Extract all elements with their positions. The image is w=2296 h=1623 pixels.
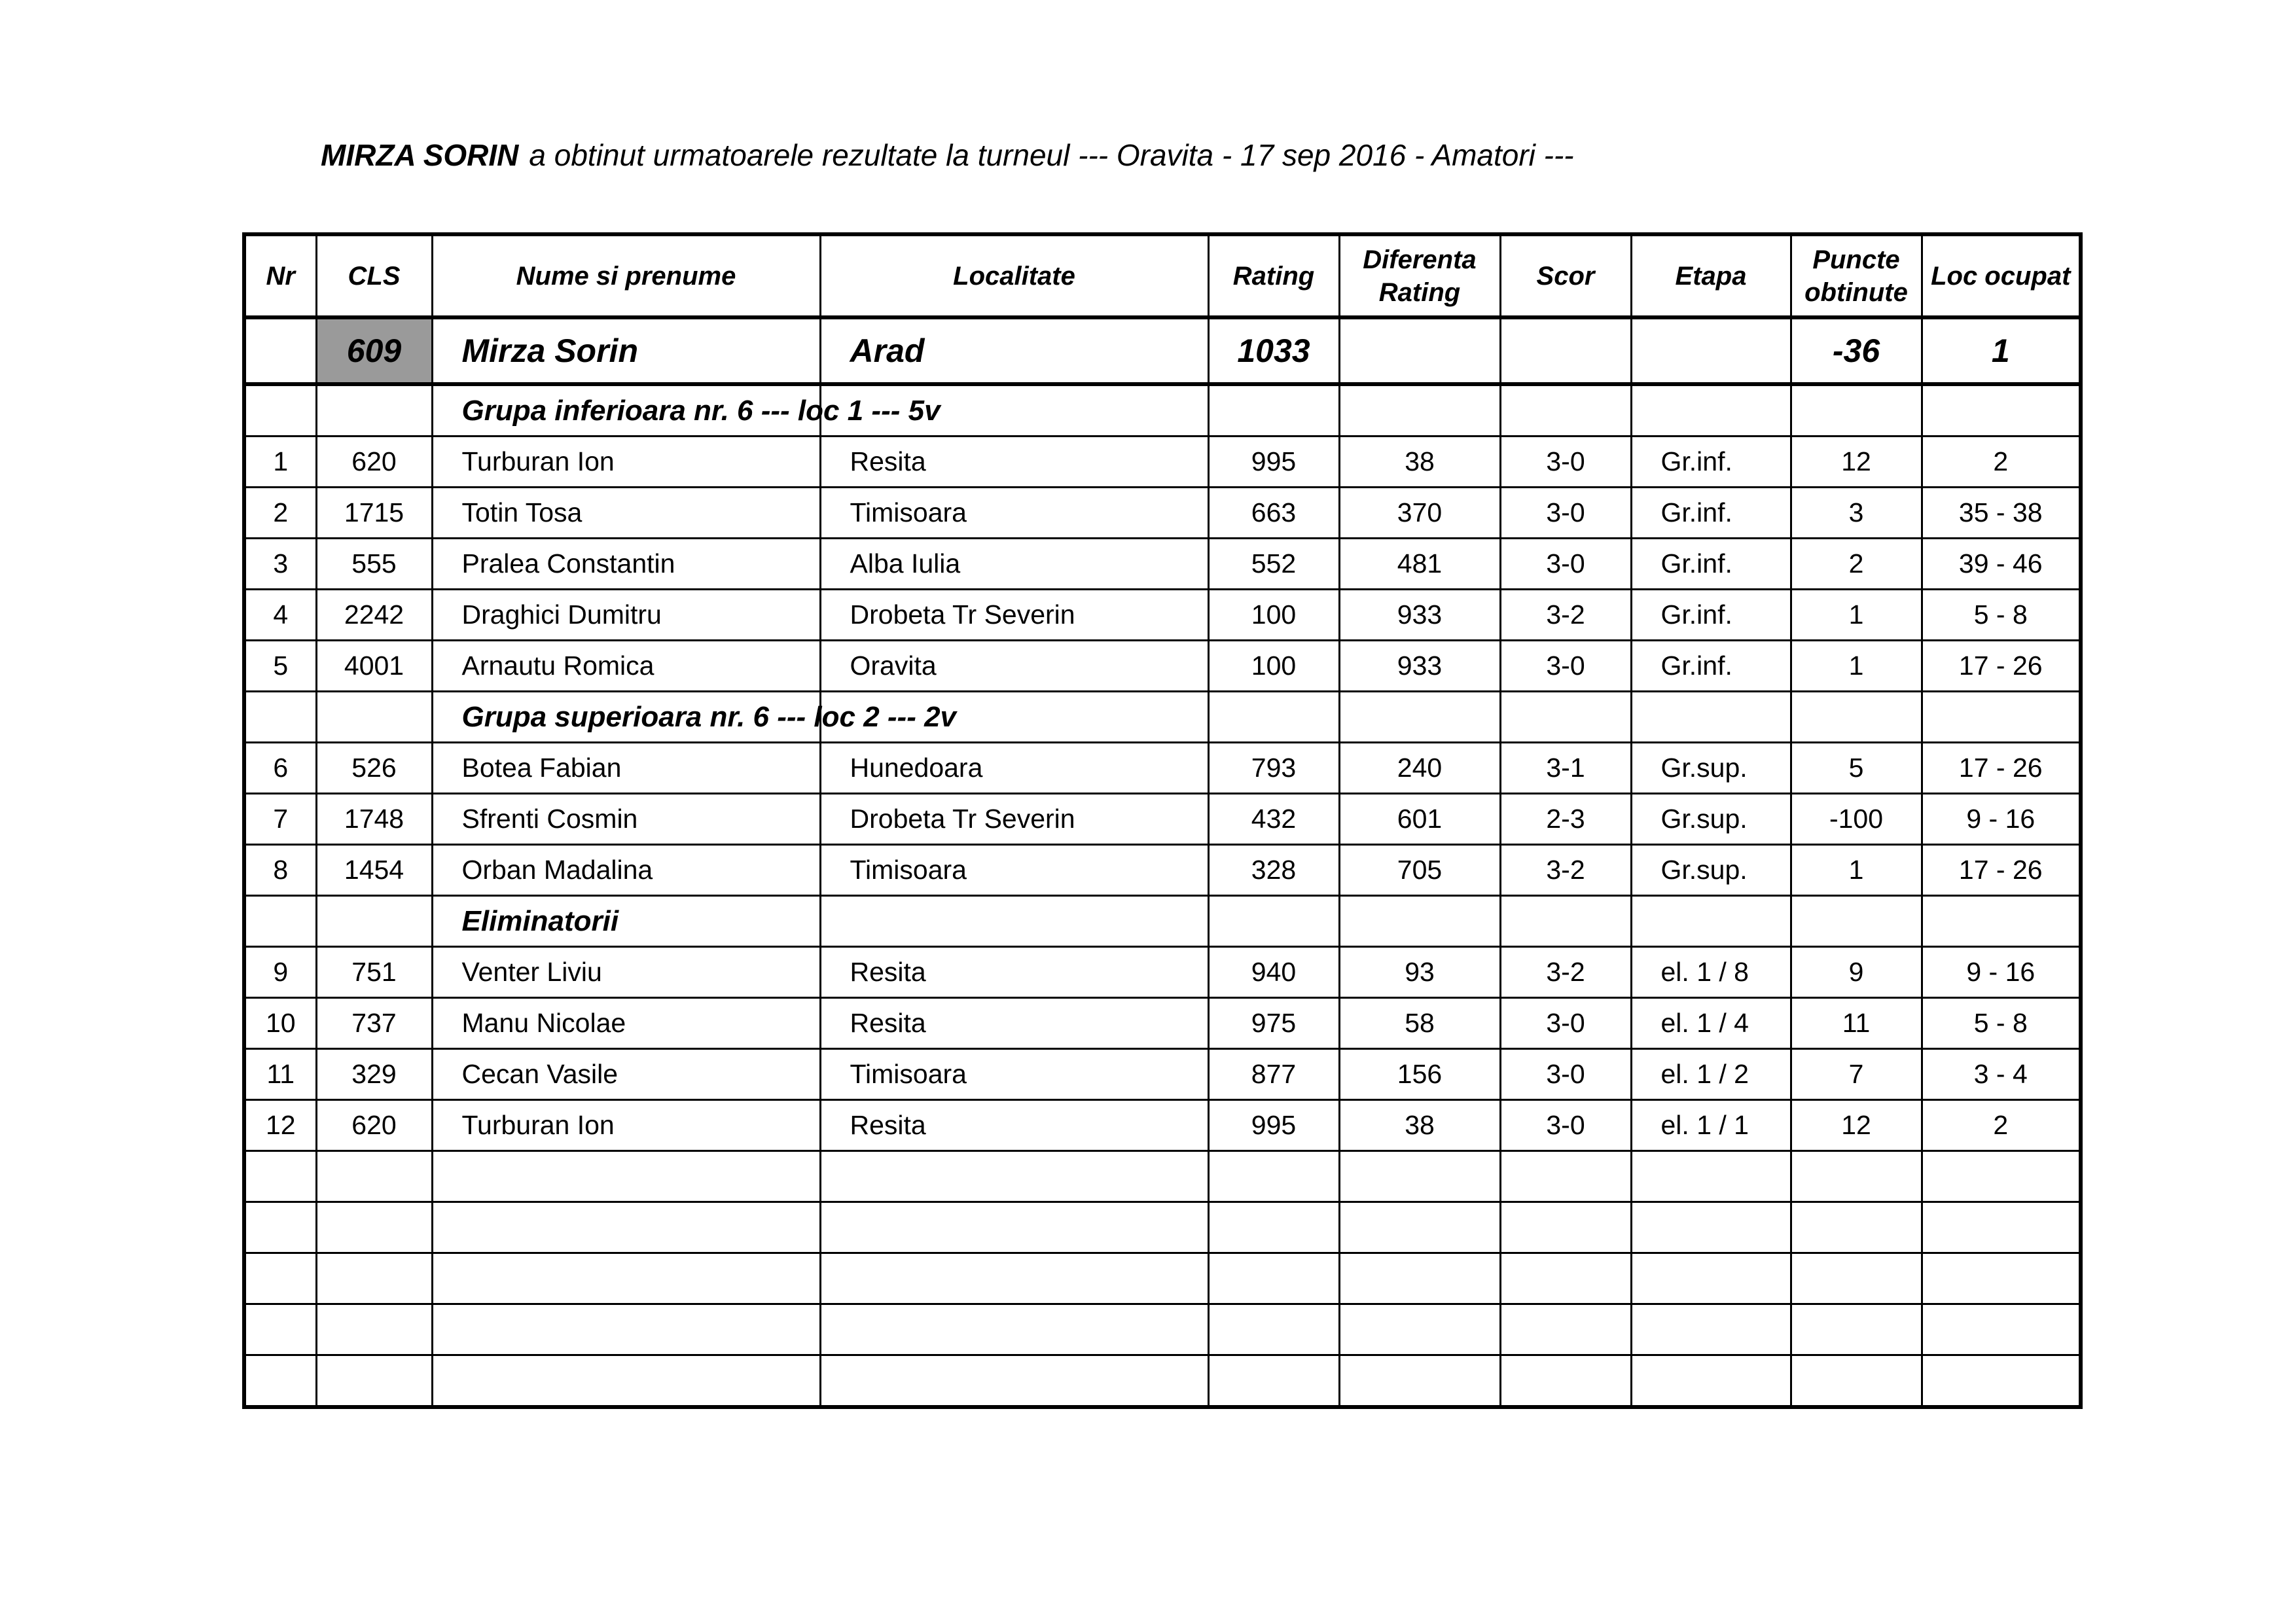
table-row [244, 488, 2081, 539]
place-cell: 17 - 26 [1922, 641, 2081, 692]
stage-cell: Gr.inf. [1631, 641, 1791, 692]
rating-diff-cell: 240 [1339, 743, 1500, 794]
rating-diff-cell: 58 [1339, 998, 1500, 1049]
table-row [244, 1049, 2081, 1100]
points-cell: 12 [1791, 1100, 1922, 1151]
city-cell: Resita [820, 437, 1208, 488]
opponent-name-cell: Draghici Dumitru [432, 590, 820, 641]
table-row [244, 641, 2081, 692]
empty-cell [432, 1151, 820, 1202]
city-cell: Drobeta Tr Severin [820, 590, 1208, 641]
empty-cell [1208, 1355, 1339, 1408]
empty-cell [1339, 1151, 1500, 1202]
empty-cell [1500, 1202, 1631, 1253]
empty-cell [1208, 896, 1339, 947]
points-cell: 3 [1791, 488, 1922, 539]
empty-cell [316, 692, 432, 743]
player-name-heading: MIRZA SORIN [321, 138, 519, 172]
empty-cell [432, 1202, 820, 1253]
nr-cell: 1 [244, 437, 316, 488]
opponent-name-cell: Botea Fabian [432, 743, 820, 794]
stage-cell: el. 1 / 1 [1631, 1100, 1791, 1151]
empty-cell [1791, 896, 1922, 947]
opponent-name-cell: Turburan Ion [432, 1100, 820, 1151]
player-name-cell: Mirza Sorin [432, 317, 820, 384]
empty-cell [1339, 692, 1500, 743]
rating-diff-cell: 933 [1339, 590, 1500, 641]
group-label: Grupa inferioara nr. 6 --- loc 1 --- 5v [432, 384, 820, 437]
rating-diff-cell: 933 [1339, 641, 1500, 692]
empty-cell [1208, 1304, 1339, 1355]
empty-cell [1500, 1253, 1631, 1304]
empty-cell [1339, 1253, 1500, 1304]
opponent-name-cell: Pralea Constantin [432, 539, 820, 590]
points-cell: 1 [1791, 590, 1922, 641]
rating-cell: 995 [1208, 1100, 1339, 1151]
empty-cell [1208, 1253, 1339, 1304]
score-cell: 3-1 [1500, 743, 1631, 794]
cls-cell: 737 [316, 998, 432, 1049]
place-cell: 17 - 26 [1922, 845, 2081, 896]
empty-cell [1922, 1202, 2081, 1253]
player-nr-cell [244, 317, 316, 384]
points-cell: 2 [1791, 539, 1922, 590]
empty-cell [244, 384, 316, 437]
stage-cell: Gr.sup. [1631, 794, 1791, 845]
place-cell: 2 [1922, 1100, 2081, 1151]
points-cell: 1 [1791, 641, 1922, 692]
place-cell: 3 - 4 [1922, 1049, 2081, 1100]
empty-cell [316, 1202, 432, 1253]
place-cell: 17 - 26 [1922, 743, 2081, 794]
empty-cell [432, 1253, 820, 1304]
table-row [244, 437, 2081, 488]
score-cell: 3-0 [1500, 1049, 1631, 1100]
empty-cell [1631, 692, 1791, 743]
results-table [242, 232, 2083, 1409]
tournament-subtitle: a obtinut urmatoarele rezultate la turneul --- Oravita - 17 sep 2016 - Amatori --- [529, 138, 1574, 172]
page-title [321, 137, 1574, 173]
rating-cell: 100 [1208, 641, 1339, 692]
column-header-rating-diff: Diferenta Rating [1339, 234, 1500, 317]
table-row [244, 1100, 2081, 1151]
city-cell: Resita [820, 998, 1208, 1049]
empty-cell [1631, 1355, 1791, 1408]
opponent-name-cell: Orban Madalina [432, 845, 820, 896]
column-header-city: Localitate [820, 234, 1208, 317]
points-cell: 11 [1791, 998, 1922, 1049]
empty-cell [1791, 692, 1922, 743]
city-cell: Timisoara [820, 488, 1208, 539]
player-cls-cell: 609 [316, 317, 432, 384]
place-cell: 39 - 46 [1922, 539, 2081, 590]
empty-table-row [244, 1202, 2081, 1253]
points-cell: 12 [1791, 437, 1922, 488]
rating-diff-cell: 370 [1339, 488, 1500, 539]
table-row [244, 947, 2081, 998]
table-row [244, 539, 2081, 590]
empty-cell [1791, 384, 1922, 437]
empty-cell [244, 896, 316, 947]
empty-cell [1791, 1253, 1922, 1304]
empty-cell [316, 384, 432, 437]
nr-cell: 9 [244, 947, 316, 998]
table-row [244, 590, 2081, 641]
player-rating-cell: 1033 [1208, 317, 1339, 384]
nr-cell: 8 [244, 845, 316, 896]
column-header-nr: Nr [244, 234, 316, 317]
empty-cell [432, 1355, 820, 1408]
rating-cell: 328 [1208, 845, 1339, 896]
empty-table-row [244, 1355, 2081, 1408]
points-cell: 7 [1791, 1049, 1922, 1100]
cls-cell: 526 [316, 743, 432, 794]
empty-cell [1631, 1253, 1791, 1304]
empty-cell [1631, 384, 1791, 437]
stage-cell: el. 1 / 4 [1631, 998, 1791, 1049]
rating-diff-cell: 601 [1339, 794, 1500, 845]
empty-cell [244, 1202, 316, 1253]
player-diff-cell [1339, 317, 1500, 384]
opponent-name-cell: Totin Tosa [432, 488, 820, 539]
rating-diff-cell: 38 [1339, 437, 1500, 488]
empty-cell [1791, 1202, 1922, 1253]
column-header-score: Scor [1500, 234, 1631, 317]
empty-cell [244, 1304, 316, 1355]
nr-cell: 7 [244, 794, 316, 845]
cls-cell: 4001 [316, 641, 432, 692]
empty-cell [1631, 896, 1791, 947]
rating-cell: 995 [1208, 437, 1339, 488]
rating-cell: 100 [1208, 590, 1339, 641]
points-cell: -100 [1791, 794, 1922, 845]
empty-cell [1339, 1355, 1500, 1408]
cls-cell: 2242 [316, 590, 432, 641]
nr-cell: 6 [244, 743, 316, 794]
cls-cell: 555 [316, 539, 432, 590]
points-cell: 9 [1791, 947, 1922, 998]
city-cell: Timisoara [820, 845, 1208, 896]
empty-cell [1208, 1202, 1339, 1253]
table-row [244, 845, 2081, 896]
score-cell: 3-2 [1500, 947, 1631, 998]
empty-cell [820, 1355, 1208, 1408]
empty-cell [1500, 896, 1631, 947]
group-header-row [244, 384, 2081, 437]
rating-diff-cell: 481 [1339, 539, 1500, 590]
table-row [244, 998, 2081, 1049]
empty-cell [1500, 1304, 1631, 1355]
score-cell: 3-0 [1500, 998, 1631, 1049]
empty-cell [1631, 1151, 1791, 1202]
column-header-cls: CLS [316, 234, 432, 317]
empty-cell [1791, 1355, 1922, 1408]
city-cell: Hunedoara [820, 743, 1208, 794]
empty-cell [1500, 1151, 1631, 1202]
points-cell: 1 [1791, 845, 1922, 896]
empty-cell [316, 1304, 432, 1355]
empty-cell [820, 1151, 1208, 1202]
empty-cell [1339, 896, 1500, 947]
empty-cell [1922, 1304, 2081, 1355]
empty-cell [1339, 384, 1500, 437]
rating-cell: 877 [1208, 1049, 1339, 1100]
empty-cell [1500, 384, 1631, 437]
empty-cell [820, 1253, 1208, 1304]
cls-cell: 329 [316, 1049, 432, 1100]
column-header-name: Nume si prenume [432, 234, 820, 317]
empty-cell [1208, 384, 1339, 437]
table-row [244, 743, 2081, 794]
city-cell: Drobeta Tr Severin [820, 794, 1208, 845]
player-city-cell: Arad [820, 317, 1208, 384]
stage-cell: Gr.inf. [1631, 539, 1791, 590]
rating-diff-cell: 705 [1339, 845, 1500, 896]
nr-cell: 5 [244, 641, 316, 692]
player-points-cell: -36 [1791, 317, 1922, 384]
empty-cell [1631, 1304, 1791, 1355]
table-row [244, 794, 2081, 845]
empty-cell [1208, 692, 1339, 743]
group-label: Eliminatorii [432, 896, 820, 947]
cls-cell: 751 [316, 947, 432, 998]
empty-cell [1922, 896, 2081, 947]
nr-cell: 11 [244, 1049, 316, 1100]
score-cell: 3-0 [1500, 488, 1631, 539]
opponent-name-cell: Venter Liviu [432, 947, 820, 998]
cls-cell: 1454 [316, 845, 432, 896]
empty-cell [316, 1151, 432, 1202]
cls-cell: 1715 [316, 488, 432, 539]
empty-cell [316, 896, 432, 947]
table-header-row [244, 234, 2081, 317]
rating-cell: 975 [1208, 998, 1339, 1049]
nr-cell: 2 [244, 488, 316, 539]
rating-diff-cell: 38 [1339, 1100, 1500, 1151]
empty-cell [1791, 1151, 1922, 1202]
empty-cell [1791, 1304, 1922, 1355]
stage-cell: Gr.inf. [1631, 488, 1791, 539]
stage-cell: Gr.inf. [1631, 437, 1791, 488]
empty-cell [432, 1304, 820, 1355]
city-cell: Oravita [820, 641, 1208, 692]
opponent-name-cell: Cecan Vasile [432, 1049, 820, 1100]
empty-cell [1922, 1253, 2081, 1304]
empty-cell [1922, 1355, 2081, 1408]
empty-table-row [244, 1304, 2081, 1355]
score-cell: 3-0 [1500, 539, 1631, 590]
column-header-points: Puncte obtinute [1791, 234, 1922, 317]
empty-cell [1922, 1151, 2081, 1202]
empty-cell [1339, 1202, 1500, 1253]
stage-cell: el. 1 / 2 [1631, 1049, 1791, 1100]
score-cell: 3-0 [1500, 437, 1631, 488]
rating-diff-cell: 156 [1339, 1049, 1500, 1100]
place-cell: 5 - 8 [1922, 998, 2081, 1049]
city-cell: Timisoara [820, 1049, 1208, 1100]
rating-diff-cell: 93 [1339, 947, 1500, 998]
group-label: Grupa superioara nr. 6 --- loc 2 --- 2v [432, 692, 820, 743]
rating-cell: 793 [1208, 743, 1339, 794]
rating-cell: 663 [1208, 488, 1339, 539]
empty-cell [1922, 692, 2081, 743]
column-header-place: Loc ocupat [1922, 234, 2081, 317]
empty-cell [1922, 384, 2081, 437]
place-cell: 9 - 16 [1922, 794, 2081, 845]
empty-cell [820, 1202, 1208, 1253]
player-summary-row [244, 317, 2081, 384]
cls-cell: 1748 [316, 794, 432, 845]
place-cell: 5 - 8 [1922, 590, 2081, 641]
player-score-cell [1500, 317, 1631, 384]
empty-cell [316, 1355, 432, 1408]
score-cell: 3-2 [1500, 590, 1631, 641]
empty-cell [244, 692, 316, 743]
place-cell: 35 - 38 [1922, 488, 2081, 539]
empty-cell [820, 1304, 1208, 1355]
empty-table-row [244, 1253, 2081, 1304]
score-cell: 2-3 [1500, 794, 1631, 845]
place-cell: 9 - 16 [1922, 947, 2081, 998]
stage-cell: Gr.sup. [1631, 845, 1791, 896]
empty-cell [1631, 1202, 1791, 1253]
stage-cell: Gr.sup. [1631, 743, 1791, 794]
empty-cell [244, 1253, 316, 1304]
empty-cell [1208, 1151, 1339, 1202]
empty-table-row [244, 1151, 2081, 1202]
cls-cell: 620 [316, 437, 432, 488]
nr-cell: 12 [244, 1100, 316, 1151]
opponent-name-cell: Manu Nicolae [432, 998, 820, 1049]
opponent-name-cell: Arnautu Romica [432, 641, 820, 692]
points-cell: 5 [1791, 743, 1922, 794]
score-cell: 3-0 [1500, 641, 1631, 692]
stage-cell: Gr.inf. [1631, 590, 1791, 641]
nr-cell: 10 [244, 998, 316, 1049]
opponent-name-cell: Turburan Ion [432, 437, 820, 488]
nr-cell: 4 [244, 590, 316, 641]
player-place-cell: 1 [1922, 317, 2081, 384]
empty-cell [1500, 1355, 1631, 1408]
column-header-rating: Rating [1208, 234, 1339, 317]
city-cell: Alba Iulia [820, 539, 1208, 590]
group-header-row [244, 692, 2081, 743]
rating-cell: 432 [1208, 794, 1339, 845]
score-cell: 3-0 [1500, 1100, 1631, 1151]
group-header-row [244, 896, 2081, 947]
empty-cell [1500, 692, 1631, 743]
city-cell: Resita [820, 947, 1208, 998]
column-header-stage: Etapa [1631, 234, 1791, 317]
empty-cell [316, 1253, 432, 1304]
empty-cell [820, 896, 1208, 947]
nr-cell: 3 [244, 539, 316, 590]
player-stage-cell [1631, 317, 1791, 384]
empty-cell [244, 1151, 316, 1202]
place-cell: 2 [1922, 437, 2081, 488]
stage-cell: el. 1 / 8 [1631, 947, 1791, 998]
empty-cell [1339, 1304, 1500, 1355]
rating-cell: 552 [1208, 539, 1339, 590]
cls-cell: 620 [316, 1100, 432, 1151]
empty-cell [244, 1355, 316, 1408]
score-cell: 3-2 [1500, 845, 1631, 896]
opponent-name-cell: Sfrenti Cosmin [432, 794, 820, 845]
city-cell: Resita [820, 1100, 1208, 1151]
rating-cell: 940 [1208, 947, 1339, 998]
